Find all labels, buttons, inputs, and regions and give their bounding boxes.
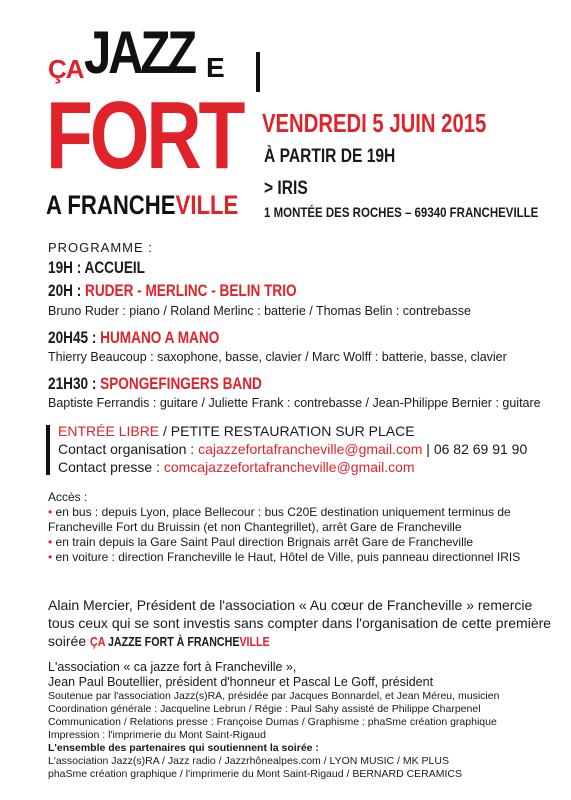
contact-press-email[interactable]: comcajazzefortafrancheville@gmail.com: [163, 459, 415, 475]
contact-presse: [58, 459, 415, 475]
credit-line: Coordination générale : Jacqueline Lebrun / Régie : Paul Sahy assisté de Philippe Charpenel: [48, 703, 481, 715]
logo-e: E: [206, 52, 225, 83]
slot-time: [48, 281, 297, 301]
slot-time: [48, 328, 219, 348]
partners-heading: L'ensemble des partenaires qui soutiennent la soirée :: [48, 742, 319, 754]
thanks-logo-ca: ÇA: [90, 634, 106, 649]
partners-line: L'association Jazz(s)RA / Jazz radio / Jazzrhônealpes.com / LYON MUSIC / MK PLUS: [48, 755, 449, 767]
logo-francheville: [46, 190, 238, 221]
credit-line: Soutenue par l'association Jazz(s)RA, présidée par Jacques Bonnardel, et Jean Méreu, musicien: [48, 690, 500, 702]
thanks-logo: [90, 634, 270, 649]
slot-band: SPONGEFINGERS BAND: [100, 374, 262, 393]
logo-ca: ÇA: [48, 54, 84, 84]
contact-org-phone: | 06 82 69 91 90: [422, 441, 528, 457]
contact-organisation: [58, 441, 527, 457]
credit-line: Impression : l'imprimerie du Mont Saint-Rigaud: [48, 729, 266, 741]
slot-time-label: 21H30 :: [48, 374, 101, 393]
bullet-icon: •: [48, 550, 53, 564]
bullet-icon: •: [48, 535, 53, 549]
thanks-text: soirée: [48, 633, 91, 649]
entry-line: [58, 423, 415, 439]
partners-line: phaSme création graphique / l'imprimerie du Mont Saint-Rigaud / BERNARD CERAMICS: [48, 768, 463, 780]
event-address: 1 MONTÉE DES ROCHES – 69340 FRANCHEVILLE: [264, 204, 539, 220]
contact-press-label: Contact presse :: [58, 459, 164, 475]
entry-libre: ENTRÉE LIBRE: [58, 423, 160, 439]
thanks-logo-jazze: JAZZE FORT À FRANCHE: [105, 634, 240, 649]
credit-line: Communication / Relations presse : Françoise Dumas / Graphisme : phaSme création graphique: [48, 716, 497, 728]
association-line: L'association « ca jazze fort à Francheville »,: [48, 660, 297, 674]
thanks-logo-ville: VILLE: [239, 634, 270, 649]
slot-musicians: Thierry Beaucoup : saxophone, basse, clavier / Marc Wolff : batterie, basse, clavier: [48, 350, 507, 364]
slot-band: HUMANO A MANO: [100, 328, 220, 347]
access-line: [48, 505, 511, 519]
programme-accueil: 19H : ACCUEIL: [48, 258, 145, 277]
event-time: À PARTIR DE 19H: [264, 146, 396, 167]
logo-ville: VILLE: [175, 190, 239, 220]
access-text: en train depuis la Gare Saint Paul direction Brignais arrêt Gare de Francheville: [55, 535, 474, 549]
thanks-line: tous ceux qui se sont investis sans compter dans l'organisation de cette première: [48, 615, 552, 631]
event-date: VENDREDI 5 JUIN 2015: [262, 108, 487, 138]
contact-org-email[interactable]: cajazzefortafrancheville@gmail.com: [198, 441, 423, 457]
slot-band: RUDER - MERLINC - BELIN TRIO: [85, 281, 297, 300]
logo-jazz: JAZZ: [84, 19, 194, 86]
bullet-icon: •: [48, 505, 53, 519]
logo-fort: FORT: [46, 82, 243, 189]
access-text: en voiture : direction Francheville le Haut, Hôtel de Ville, puis panneau directionnel IRIS: [55, 550, 521, 564]
logo-a-franche: A FRANCHE: [46, 190, 176, 220]
slot-time-label: 20H45 :: [48, 328, 101, 347]
access-line: [48, 550, 520, 564]
entry-restauration: / PETITE RESTAURATION SUR PLACE: [159, 423, 415, 439]
slot-time-label: 20H :: [48, 281, 86, 300]
thanks-line: Alain Mercier, Président de l'association « Au cœur de Francheville » remercie: [48, 597, 533, 613]
thanks-line: [48, 633, 309, 649]
access-line: [48, 520, 462, 534]
access-line: [48, 535, 473, 549]
divider-bar: [256, 52, 260, 92]
entry-divider-bar: [46, 425, 50, 475]
access-text: Francheville Fort du Bruissin (et non Chantegrillet), arrêt Gare de Francheville: [48, 520, 462, 534]
access-text: en bus : depuis Lyon, place Bellecour : bus C20E destination uniquement terminus de: [55, 505, 511, 519]
slot-musicians: Baptiste Ferrandis : guitare / Juliette Frank : contrebasse / Jean-Philippe Bernier : guitare: [48, 396, 541, 410]
slot-time: [48, 374, 262, 394]
access-heading: Accès :: [48, 490, 88, 504]
event-venue: > IRIS: [264, 178, 308, 199]
contact-org-label: Contact organisation :: [58, 441, 199, 457]
slot-musicians: Bruno Ruder : piano / Roland Merlinc : batterie / Thomas Belin : contrebasse: [48, 304, 471, 318]
association-line: Jean Paul Boutellier, président d'honneur et Pascal Le Goff, président: [48, 675, 434, 689]
programme-heading: PROGRAMME :: [48, 240, 153, 255]
